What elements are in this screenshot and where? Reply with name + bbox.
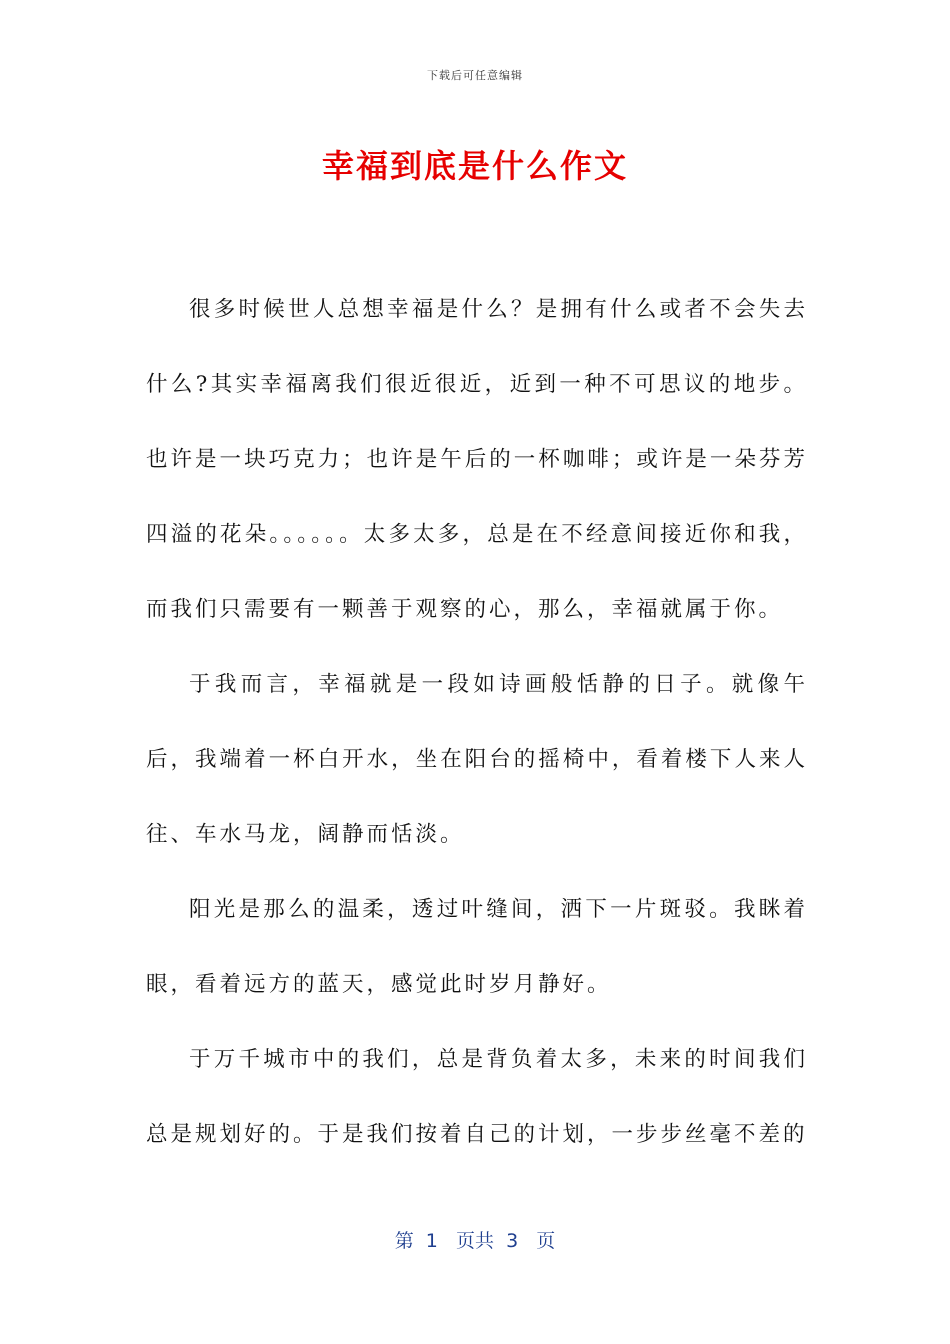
- page-footer-number: 第 1 页共 3 页: [394, 1230, 556, 1252]
- body-paragraph: 阳光是那么的温柔，透过叶缝间，洒下一片斑驳。我眯着眼，看着远方的蓝天，感觉此时岁月静好。: [146, 897, 808, 997]
- body-paragraph: 于万千城市中的我们，总是背负着太多，未来的时间我们总是规划好的。于是我们按着自己的计划，一步步丝毫不差的: [146, 1047, 808, 1147]
- page-header-note: 下载后可任意编辑: [427, 69, 523, 82]
- document-title: 幸福到底是什么作文: [321, 147, 628, 185]
- body-paragraph: 于我而言，幸福就是一段如诗画般恬静的日子。就像午后，我端着一杯白开水，坐在阳台的摇椅中，看着楼下人来人往、车水马龙，阔静而恬淡。: [146, 672, 808, 847]
- document-body: [146, 272, 808, 1172]
- body-paragraph: 很多时候世人总想幸福是什么？是拥有什么或者不会失去什么?其实幸福离我们很近很近，近到一种不可思议的地步。也许是一块巧克力；也许是午后的一杯咖啡；或许是一朵芬芳四溢的花朵。。。。。。太多太多，总是在不经意间接近你和我，而我们只需要有一颗善于观察的心，那么，幸福就属于你。: [146, 297, 808, 622]
